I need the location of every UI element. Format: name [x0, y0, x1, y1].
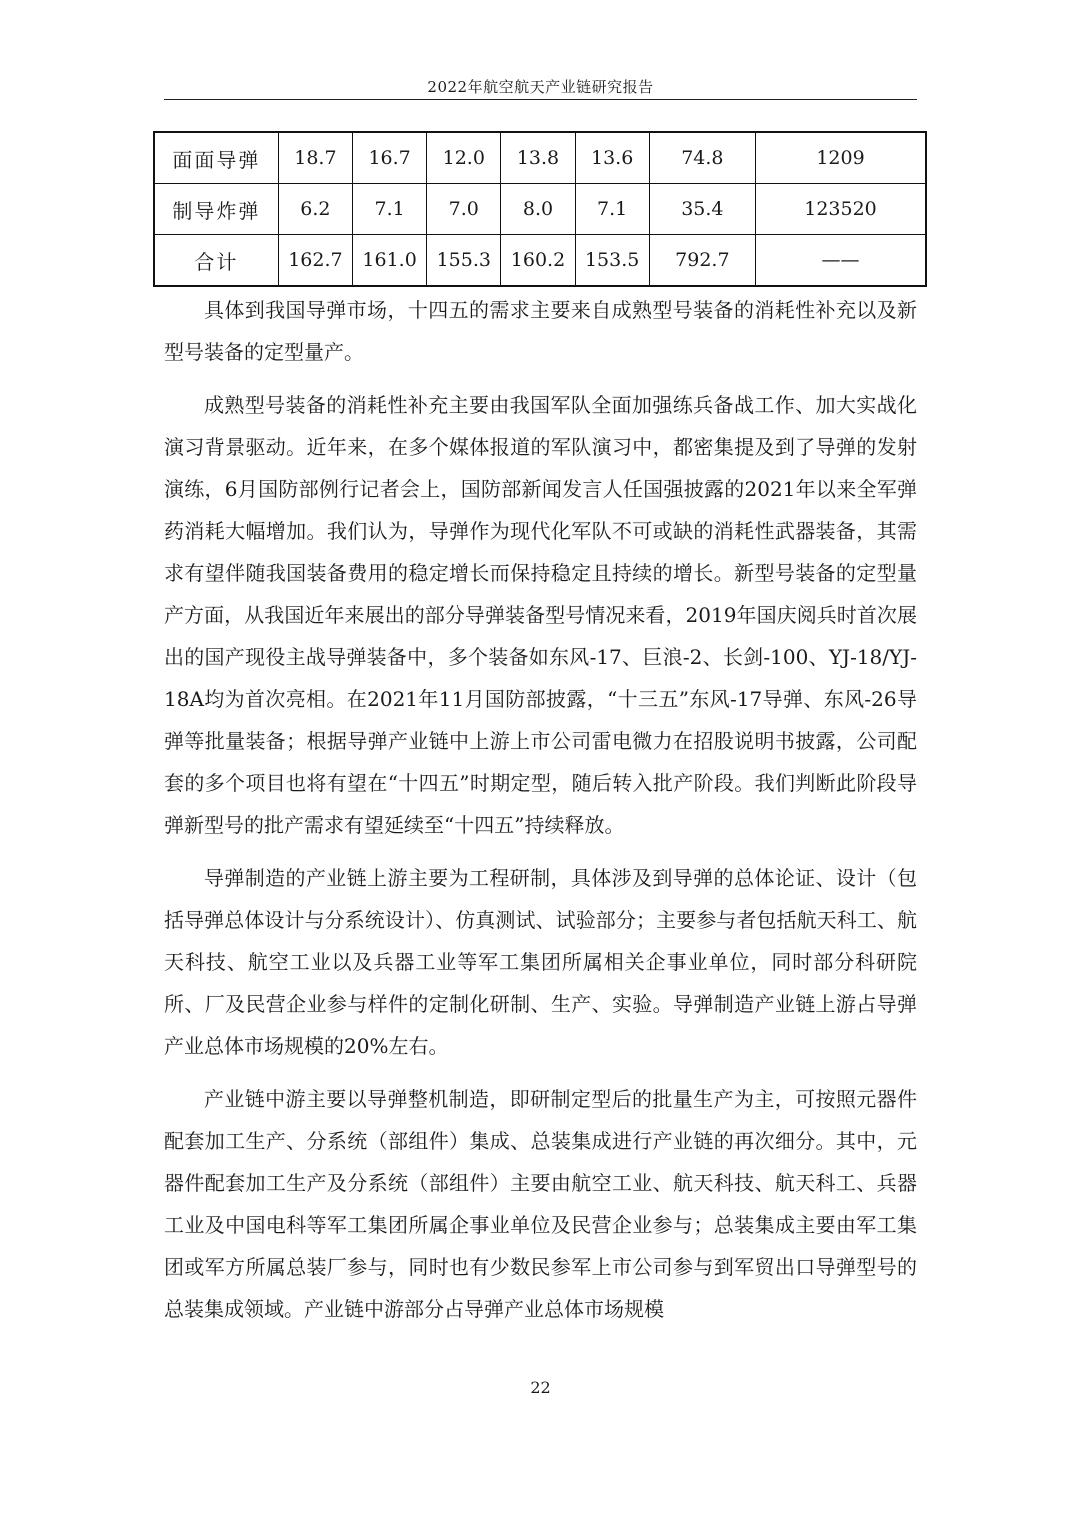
table-row — [154, 132, 926, 184]
table-cell: 160.2 — [501, 235, 575, 287]
table-cell: 161.0 — [353, 235, 427, 287]
table-cell-total: 35.4 — [649, 184, 755, 235]
table-cell-total: 792.7 — [649, 235, 755, 287]
missile-market-table — [153, 131, 927, 287]
table-cell: 16.7 — [353, 132, 427, 184]
row-label: 合计 — [154, 235, 278, 287]
table-cell: 8.0 — [501, 184, 575, 235]
table-cell-last: 1209 — [756, 132, 926, 184]
paragraph: 导弹制造的产业链上游主要为工程研制，具体涉及到导弹的总体论证、设计（包括导弹总体设计与分系统设计）、仿真测试、试验部分；主要参与者包括航天科工、航天科技、航空工业以及兵器工业等军工集团所属相关企事业单位，同时部分科研院所、厂及民营企业参与样件的定制化研制、生产、实验。导弹制造产业链上游占导弹产业总体市场规模的20%左右。 — [164, 866, 917, 1058]
table-cell: 12.0 — [427, 132, 501, 184]
table-cell: 13.8 — [501, 132, 575, 184]
table-cell: 18.7 — [278, 132, 352, 184]
page-number: 22 — [530, 1378, 551, 1397]
table-row — [154, 235, 926, 287]
table-cell: 6.2 — [278, 184, 352, 235]
table-cell: 7.0 — [427, 184, 501, 235]
table-cell: 155.3 — [427, 235, 501, 287]
row-label: 面面导弹 — [154, 132, 278, 184]
table-cell: 13.6 — [575, 132, 649, 184]
paragraph: 具体到我国导弹市场，十四五的需求主要来自成熟型号装备的消耗性补充以及新型号装备的定型量产。 — [164, 298, 917, 364]
table-cell-last: —— — [756, 235, 926, 287]
table-row — [154, 184, 926, 235]
row-label: 制导炸弹 — [154, 184, 278, 235]
paragraph: 成熟型号装备的消耗性补充主要由我国军队全面加强练兵备战工作、加大实战化演习背景驱动。近年来，在多个媒体报道的军队演习中，都密集提及到了导弹的发射演练，6月国防部例行记者会上，国防部新闻发言人任国强披露的2021年以来全军弹药消耗大幅增加。我们认为，导弹作为现代化军队不可或缺的消耗性武器装备，其需求有望伴随我国装备费用的稳定增长而保持稳定且持续的增长。新型号装备的定型量产方面，从我国近年来展出的部分导弹装备型号情况来看，2019年国庆阅兵时首次展出的国产现役主战导弹装备中，多个装备如东风-17、巨浪-2、长剑-100、YJ-18/YJ-18A均为首次亮相。在2021年11月国防部披露，“十三五”东风-17导弹、东风-26导弹等批量装备；根据导弹产业链中上游上市公司雷电微力在招股说明书披露，公司配套的多个项目也将有望在“十四五”时期定型，随后转入批产阶段。我们判断此阶段导弹新型号的批产需求有望延续至“十四五”持续释放。 — [164, 393, 917, 837]
table-cell: 162.7 — [278, 235, 352, 287]
body-text — [164, 289, 917, 1341]
report-header-title: 2022年航空航天产业链研究报告 — [427, 78, 654, 96]
header-divider — [164, 99, 917, 100]
paragraph: 产业链中游主要以导弹整机制造，即研制定型后的批量生产为主，可按照元器件配套加工生产、分系统（部组件）集成、总装集成进行产业链的再次细分。其中，元器件配套加工生产及分系统（部组件）主要由航空工业、航天科技、航天科工、兵器工业及中国电科等军工集团所属企事业单位及民营企业参与；总装集成主要由军工集团或军方所属总装厂参与，同时也有少数民参军上市公司参与到军贸出口导弹型号的总装集成领域。产业链中游部分占导弹产业总体市场规模 — [164, 1087, 917, 1321]
table-cell: 153.5 — [575, 235, 649, 287]
table-cell: 7.1 — [353, 184, 427, 235]
table-cell-total: 74.8 — [649, 132, 755, 184]
table-cell-last: 123520 — [756, 184, 926, 235]
table-cell: 7.1 — [575, 184, 649, 235]
